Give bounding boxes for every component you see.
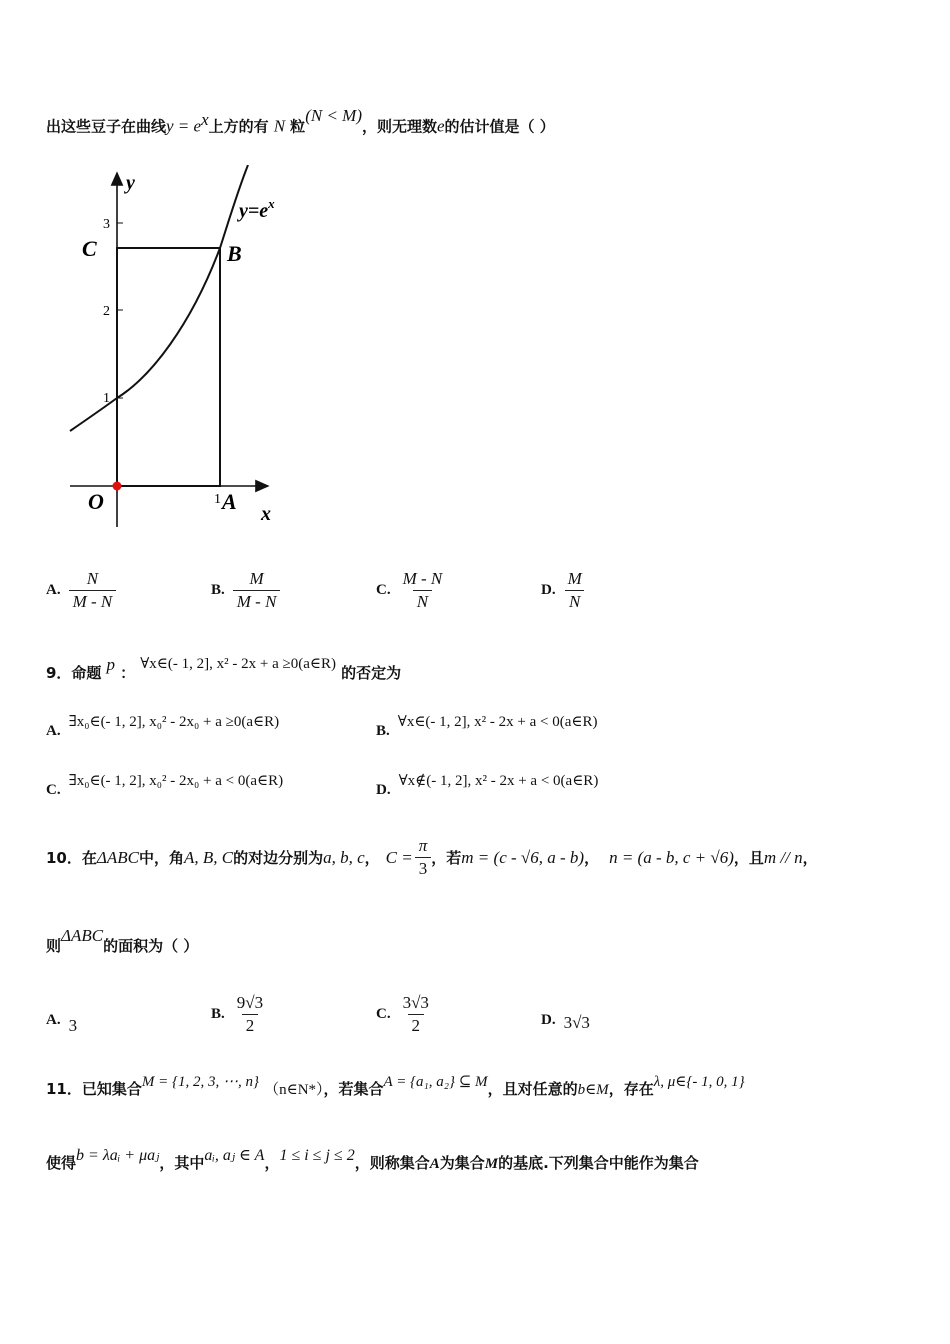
tick-y-1-label: 1 bbox=[103, 391, 110, 406]
q11-line2-start: 使得 bbox=[46, 1154, 77, 1172]
fraction: $\frac{3√3}{2}$ bbox=[402, 993, 429, 1035]
q11-eq: b = λaᵢ + μaⱼ bbox=[76, 1147, 160, 1164]
q10-angles: A, B, C bbox=[183, 847, 234, 867]
option-label: D. bbox=[541, 1011, 556, 1028]
q11-line-1 bbox=[46, 1074, 745, 1099]
q11-lam: λ, μ∈{- 1, 0, 1} bbox=[653, 1074, 745, 1090]
q11-ai: aᵢ, aⱼ ∈ A bbox=[204, 1147, 265, 1164]
option-label: A. bbox=[46, 582, 61, 598]
q8-line bbox=[46, 106, 555, 136]
option-label: B. bbox=[211, 1006, 225, 1022]
q10-sides: a, b, c bbox=[323, 847, 365, 867]
y-axis-label: y bbox=[126, 172, 135, 194]
q10-option-b[interactable] bbox=[211, 992, 267, 1037]
option-text: ∃x₀∈(- 1, 2], x₀² - 2x₀ + a ≥0(a∈R) bbox=[68, 714, 280, 730]
q8-text-tail: 的估计值是（ ） bbox=[444, 117, 555, 136]
q11-b-in: b∈M bbox=[577, 1082, 609, 1098]
q11-t4: ，其中 bbox=[159, 1154, 205, 1172]
option-text: ∀x∈(- 1, 2], x² - 2x + a < 0(a∈R) bbox=[397, 714, 598, 730]
q8-n-var: N bbox=[273, 116, 286, 136]
fraction: $\frac{M}{N}$ bbox=[564, 568, 586, 613]
q9-colon: ： bbox=[120, 664, 136, 682]
q10-line2-start: 则 bbox=[46, 937, 62, 955]
q10-line-1 bbox=[46, 835, 818, 880]
origin-label: O bbox=[88, 489, 104, 514]
q8-curve: y = e bbox=[166, 116, 202, 136]
q10-line2-end: 的面积为（ ） bbox=[103, 937, 199, 955]
q10-t1: 中，角 bbox=[138, 849, 184, 867]
exp-curve bbox=[70, 165, 248, 431]
q10-t7: ， bbox=[802, 849, 818, 867]
q8-e-var: e bbox=[437, 116, 445, 136]
fraction: $\frac{M - N}{N}$ bbox=[402, 569, 443, 611]
q10-m-vec: m = (c - √6, a - b) bbox=[461, 847, 585, 867]
point-c-label: C bbox=[82, 236, 97, 261]
q10-n-vec: n = (a - b, c + √6) bbox=[609, 847, 734, 867]
option-label: A. bbox=[46, 723, 61, 739]
q10-t4: ，若 bbox=[431, 849, 462, 867]
fraction: $\frac{M}{M - N}$ bbox=[233, 568, 281, 613]
x-axis-label: x bbox=[261, 503, 271, 525]
q11-t6: ，则称集合 bbox=[354, 1154, 430, 1172]
q10-tri: ΔABC bbox=[96, 847, 139, 867]
q11-set-m: M = {1, 2, 3, ⋯, n} bbox=[141, 1074, 259, 1090]
pi-over-3: $\frac{\pi}{3}$ bbox=[415, 835, 432, 880]
q11-t5: ， bbox=[264, 1154, 280, 1172]
q10-option-c[interactable] bbox=[376, 992, 433, 1037]
fraction: $\frac{N}{M - N}$ bbox=[69, 568, 117, 613]
option-value: 3 bbox=[68, 1016, 78, 1035]
option-label: C. bbox=[46, 782, 61, 798]
curve-label: $y=e^x$ bbox=[239, 196, 275, 222]
q8-curve-exp: x bbox=[201, 110, 209, 129]
q11-cond1: （n∈N*） bbox=[264, 1082, 324, 1098]
q10-par: m // n bbox=[763, 847, 803, 867]
q8-cond: (N < M) bbox=[305, 106, 362, 126]
q8-option-a[interactable] bbox=[46, 568, 116, 613]
option-value: 3√3 bbox=[563, 1013, 590, 1032]
option-label: B. bbox=[376, 723, 390, 739]
q11-t1: ，若集合 bbox=[323, 1080, 384, 1098]
option-label: D. bbox=[376, 782, 391, 798]
option-label: C. bbox=[376, 1006, 391, 1022]
option-label: B. bbox=[211, 582, 225, 598]
exp-graph bbox=[66, 165, 286, 530]
tick-y-2-label: 2 bbox=[103, 304, 110, 319]
q11-t2: ，且对任意的 bbox=[487, 1080, 578, 1098]
q9-line bbox=[46, 655, 402, 683]
q10-option-d[interactable] bbox=[541, 1010, 590, 1030]
q9-num: 9．命题 bbox=[46, 664, 102, 682]
point-a-label: A bbox=[222, 489, 237, 514]
q10-t5: ， bbox=[584, 849, 600, 867]
q10-option-a[interactable] bbox=[46, 1010, 78, 1035]
q9-option-b[interactable] bbox=[376, 712, 598, 739]
tick-y-3-label: 3 bbox=[103, 217, 110, 232]
q10-num: 10．在 bbox=[46, 849, 97, 867]
q8-text-mid: 上方的有 bbox=[208, 117, 269, 136]
q11-m: M bbox=[484, 1156, 499, 1172]
q9-option-a[interactable] bbox=[46, 712, 280, 739]
q11-ineq: 1 ≤ i ≤ j ≤ 2 bbox=[279, 1147, 355, 1164]
q8-unit: 粒 bbox=[290, 117, 306, 136]
q11-num: 11．已知集合 bbox=[46, 1080, 142, 1098]
q11-t3: ，存在 bbox=[608, 1080, 654, 1098]
q8-text-start: 出这些豆子在曲线 bbox=[46, 117, 167, 136]
q11-line-2 bbox=[46, 1147, 699, 1173]
origin-dot bbox=[113, 482, 122, 491]
q8-option-c[interactable] bbox=[376, 568, 446, 613]
fraction: $\frac{9√3}{2}$ bbox=[236, 993, 264, 1035]
q10-t2: 的对边分别为 bbox=[233, 849, 324, 867]
q9-tail: 的否定为 bbox=[341, 664, 402, 682]
q9-option-c[interactable] bbox=[46, 771, 284, 798]
q8-option-d[interactable] bbox=[541, 568, 586, 613]
point-b-label: B bbox=[227, 241, 242, 266]
q10-t3: ， bbox=[364, 849, 380, 867]
q9-stmt: ∀x∈(- 1, 2], x² - 2x + a ≥0(a∈R) bbox=[140, 656, 336, 672]
q11-set-a: A = {a₁, a₂} ⊆ M bbox=[383, 1074, 488, 1090]
q11-a: A bbox=[429, 1156, 440, 1172]
q10-c-eq: C = bbox=[385, 847, 413, 867]
option-label: A. bbox=[46, 1011, 61, 1028]
q10-t6: ，且 bbox=[733, 849, 764, 867]
q8-text-end: ，则无理数 bbox=[361, 117, 437, 136]
tick-x-1-label: 1 bbox=[214, 492, 221, 507]
option-label: D. bbox=[541, 582, 556, 598]
q11-t8: 的基底.下列集合中能作为集合 bbox=[498, 1154, 699, 1172]
option-text: ∃x₀∈(- 1, 2], x₀² - 2x₀ + a < 0(a∈R) bbox=[68, 773, 284, 789]
q11-t7: 为集合 bbox=[439, 1154, 485, 1172]
q10-tri2: ΔABC bbox=[61, 926, 104, 945]
q9-p: p bbox=[106, 655, 116, 674]
option-text: ∀x∉(- 1, 2], x² - 2x + a < 0(a∈R) bbox=[398, 773, 599, 789]
option-label: C. bbox=[376, 582, 391, 598]
q8-option-b[interactable] bbox=[211, 568, 280, 613]
q9-option-d[interactable] bbox=[376, 771, 599, 798]
q10-line-2 bbox=[46, 926, 199, 956]
